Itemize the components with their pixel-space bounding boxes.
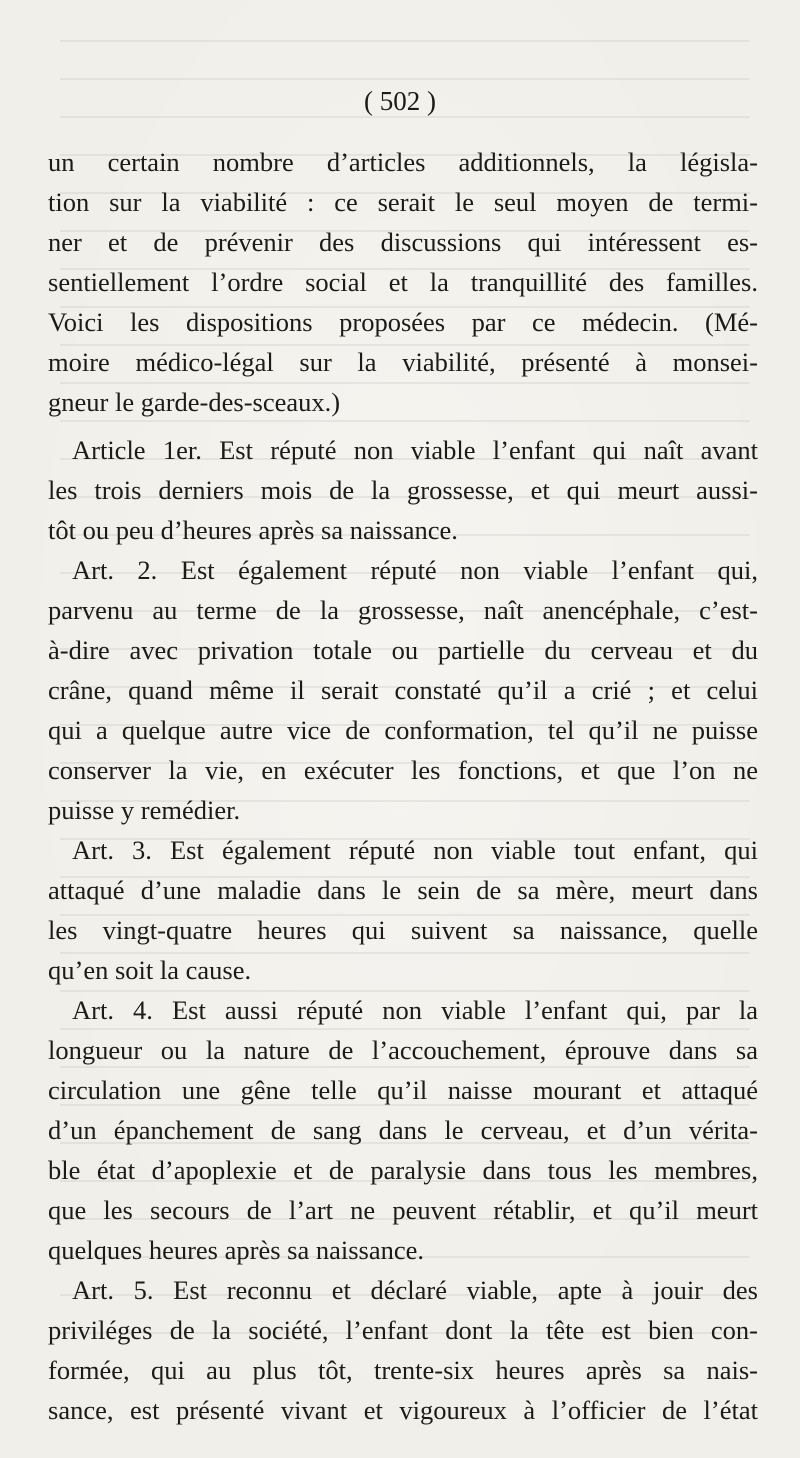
text-line: attaqué d’une maladie dans le sein de sa mère, meurt dans [48, 875, 758, 905]
text-line: tôt ou peu d’heures après sa naissance. [48, 515, 458, 545]
text-line: à-dire avec privation totale ou partielle du cerveau et du [48, 635, 758, 665]
text-line: Art. 2. Est également réputé non viable l’enfant qui, [72, 555, 758, 585]
text-line: un certain nombre d’articles additionnels, la législa- [48, 147, 758, 177]
text-line: Article 1er. Est réputé non viable l’enfant qui naît avant [72, 435, 758, 465]
text-line: sentiellement l’ordre social et la tranquillité des familles. [48, 267, 758, 297]
text-line: les vingt-quatre heures qui suivent sa naissance, quelle [48, 915, 758, 945]
page-number: ( 502 ) [364, 86, 436, 116]
text-line: ner et de prévenir des discussions qui intéressent es- [48, 227, 758, 257]
text-line: ble état d’apoplexie et de paralysie dans tous les membres, [48, 1155, 758, 1185]
text-line: d’un épanchement de sang dans le cerveau, et d’un vérita- [48, 1115, 758, 1145]
text-line: crâne, quand même il serait constaté qu’il a crié ; et celui [48, 675, 758, 705]
text-line: parvenu au terme de la grossesse, naît anencéphale, c’est- [48, 595, 758, 625]
text-line: Art. 3. Est également réputé non viable tout enfant, qui [72, 835, 758, 865]
text-line: puisse y remédier. [48, 795, 241, 825]
text-line: circulation une gêne telle qu’il naisse mourant et attaqué [48, 1075, 758, 1105]
text-line: formée, qui au plus tôt, trente-six heures après sa nais- [48, 1355, 758, 1385]
text-line: Art. 5. Est reconnu et déclaré viable, apte à jouir des [72, 1275, 758, 1305]
text-line: Art. 4. Est aussi réputé non viable l’enfant qui, par la [72, 995, 758, 1025]
text-line: moire médico-légal sur la viabilité, présenté à monsei- [48, 347, 758, 377]
text-line: quelques heures après sa naissance. [48, 1235, 425, 1265]
text-line: Voici les dispositions proposées par ce médecin. (Mé- [48, 307, 758, 337]
text-line: longueur ou la nature de l’accouchement, éprouve dans sa [48, 1035, 758, 1065]
text-line: conserver la vie, en exécuter les fonctions, et que l’on ne [48, 755, 758, 785]
text-line: sance, est présenté vivant et vigoureux à l’officier de l’état [48, 1395, 758, 1425]
text-line: les trois derniers mois de la grossesse, et qui meurt aussi- [48, 475, 758, 505]
text-line: gneur le garde-des-sceaux.) [48, 387, 341, 417]
paragraph-gap [48, 422, 758, 430]
text-line: qu’en soit la cause. [48, 955, 252, 985]
text-line: tion sur la viabilité : ce serait le seul moyen de termi- [48, 187, 758, 217]
text-line: qui a quelque autre vice de conformation, tel qu’il ne puisse [48, 715, 758, 745]
text-line: que les secours de l’art ne peuvent rétablir, et qu’il meurt [48, 1195, 758, 1225]
text-line: priviléges de la société, l’enfant dont la tête est bien con- [48, 1315, 758, 1345]
body-text [48, 142, 758, 1430]
